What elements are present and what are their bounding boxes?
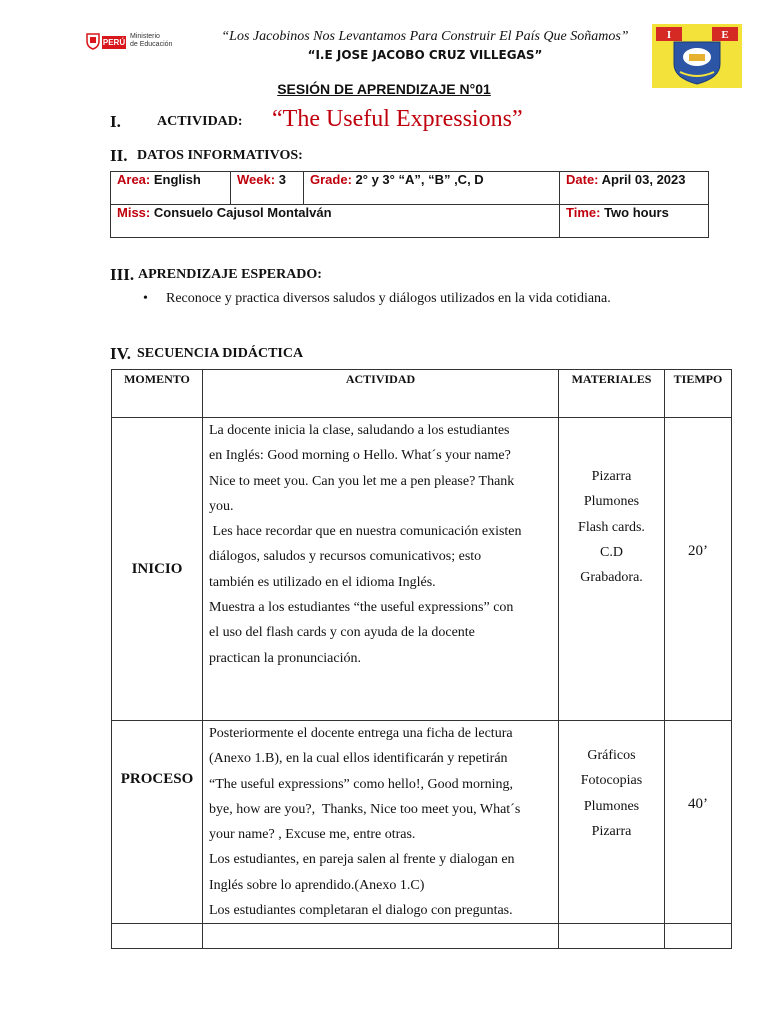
momento-proceso: PROCESO xyxy=(112,721,203,924)
header-tiempo: TIEMPO xyxy=(665,370,732,418)
header-actividad: ACTIVIDAD xyxy=(203,370,559,418)
section4-number: IV. xyxy=(110,344,131,363)
svg-text:I: I xyxy=(666,29,672,41)
section2-label: DATOS INFORMATIVOS: xyxy=(137,148,303,163)
time-cell: Time: Two hours xyxy=(560,205,709,238)
school-motto: “Los Jacobinos Nos Levantamos Para Construir El País Que Soñamos” xyxy=(221,29,629,44)
actividad-inicio: La docente inicia la clase, saludando a los estudiantes en Inglés: Good morning o Hello. What´s your name? Nice to meet you. Can you let me a pen please? Thank you. Les hace recordar que en nuestra comunicación existen diálogos, saludos y recursos comunicativos; esto también es utilizado en el idioma Inglés. Muestra a los estudiantes “the useful expressions” con el uso del flash cards y con ayuda de la docente practican la pronunciación. xyxy=(203,418,559,721)
peru-logo-label: PERÚ xyxy=(102,38,126,47)
bullet-icon: • xyxy=(143,291,148,306)
table-row-inicio xyxy=(112,418,732,721)
school-crest-icon xyxy=(652,24,742,88)
section2-number: II. xyxy=(110,146,128,165)
empty-cell xyxy=(665,924,732,949)
table-row-proceso xyxy=(112,721,732,924)
empty-cell xyxy=(559,924,665,949)
table-row-empty xyxy=(112,924,732,949)
expected-learning: Reconoce y practica diversos saludos y diálogos utilizados en la vida cotidiana. xyxy=(166,291,611,306)
momento-inicio: INICIO xyxy=(112,418,203,721)
school-name: “I.E JOSE JACOBO CRUZ VILLEGAS” xyxy=(307,48,543,62)
empty-cell xyxy=(203,924,559,949)
tiempo-inicio: 20’ xyxy=(665,418,732,721)
grade-cell: Grade: 2° y 3° “A”, “B” ,C, D xyxy=(304,172,560,205)
date-cell: Date: April 03, 2023 xyxy=(560,172,709,205)
section4-label: SECUENCIA DIDÁCTICA xyxy=(137,346,304,361)
section1-label: ACTIVIDAD: xyxy=(157,114,243,129)
tiempo-proceso: 40’ xyxy=(665,721,732,924)
didactic-sequence-table xyxy=(111,369,732,949)
empty-cell xyxy=(112,924,203,949)
peru-shield-icon xyxy=(84,32,102,50)
info-table xyxy=(110,171,709,238)
teacher-cell: Miss: Consuelo Cajusol Montalván xyxy=(111,205,560,238)
materiales-inicio: Pizarra Plumones Flash cards. C.D Grabadora. xyxy=(559,418,665,721)
header-momento: MOMENTO xyxy=(112,370,203,418)
section3-label: APRENDIZAJE ESPERADO: xyxy=(138,267,322,282)
actividad-proceso: Posteriormente el docente entrega una ficha de lectura (Anexo 1.B), en la cual ellos identificarán y repetirán “The useful expressions” como hello!, Good morning, bye, how are you?, Thanks, Nice too meet you, What´s your name? , Excuse me, entre otras. Los estudiantes, en pareja salen al frente y dialogan en Inglés sobre lo aprendido.(Anexo 1.C) Los estudiantes completaran el dialogo con preguntas. xyxy=(203,721,559,924)
week-cell: Week: 3 xyxy=(231,172,304,205)
section1-number: I. xyxy=(110,112,121,131)
ministry-name: Ministerio de Educación xyxy=(130,33,173,48)
section3-number: III. xyxy=(110,265,135,284)
session-title: SESIÓN DE APRENDIZAJE N°01 xyxy=(277,81,491,97)
area-cell: Area: English xyxy=(111,172,231,205)
materiales-proceso: Gráficos Fotocopias Plumones Pizarra xyxy=(559,721,665,924)
svg-text:E: E xyxy=(721,29,729,41)
header-materiales: MATERIALES xyxy=(559,370,665,418)
activity-title: “The Useful Expressions” xyxy=(272,106,523,132)
